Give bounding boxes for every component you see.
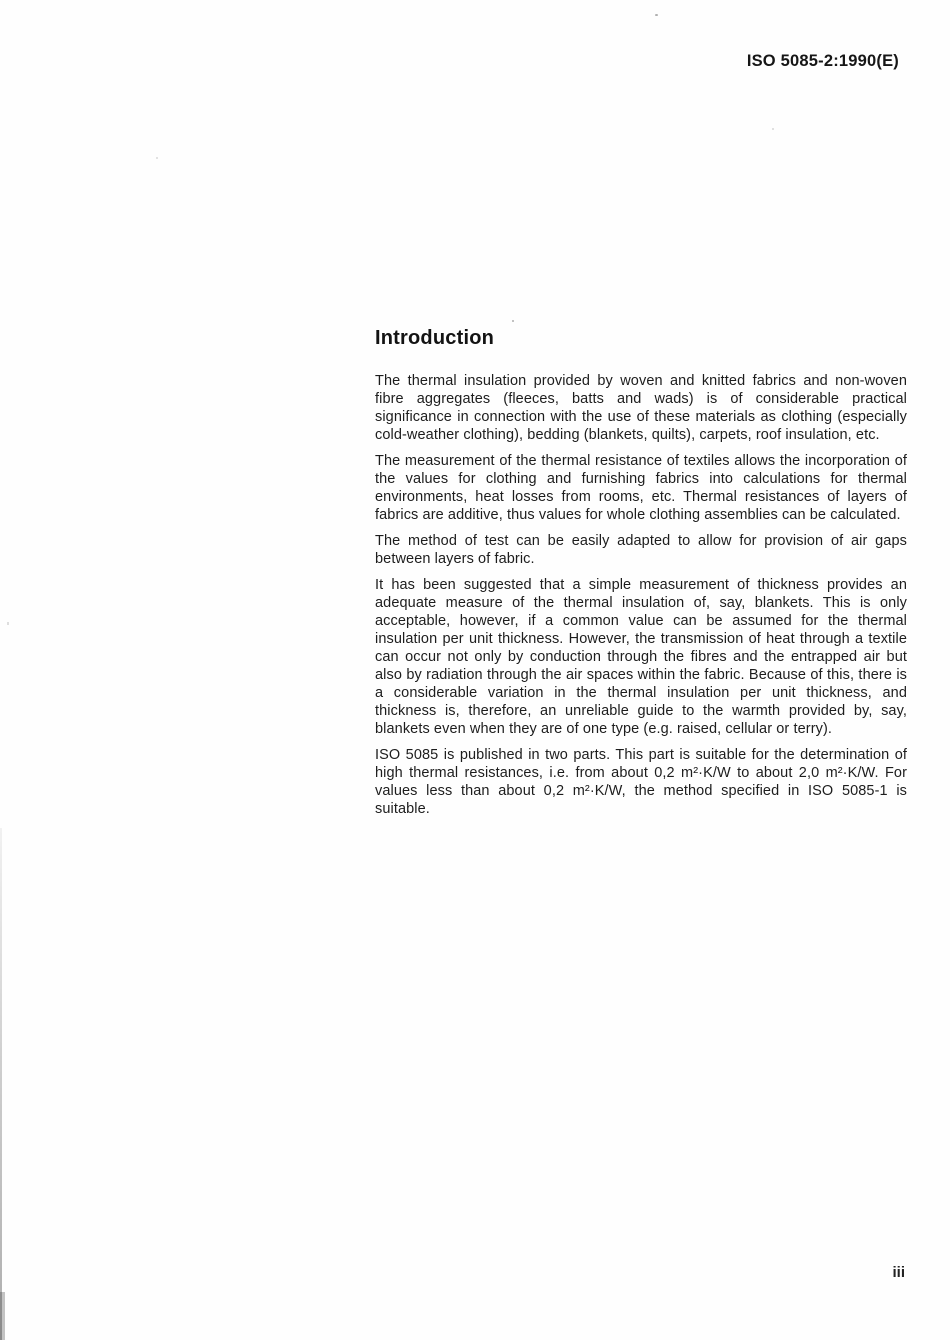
document-reference: ISO 5085-2:1990(E): [746, 52, 899, 70]
section-heading: Introduction: [375, 327, 495, 349]
scan-edge-artifact-bottom: [0, 1292, 5, 1340]
scan-edge-artifact: [0, 828, 2, 1340]
scan-speck: [156, 157, 158, 159]
intro-paragraph-5: ISO 5085 is published in two parts. This part is suitable for the determination of high thermal resistances, i.e. from about 0,2 m²·K/W to about 2,0 m²·K/W. For values less than about 0,2 m²·K/W, the method specified in ISO 5085-1 is suitable.: [375, 747, 907, 817]
intro-paragraph-1: The thermal insulation provided by woven and knitted fabrics and non-woven fibre aggregates (fleeces, batts and wads) is of considerable practical significance in connection with the use of these materials as clothing (especially cold-weather clothing), bedding (blankets, quilts), carpets, roof insulation, etc.: [375, 373, 907, 443]
intro-paragraph-4: It has been suggested that a simple measurement of thickness provides an adequate measure of the thermal insulation of, say, blankets. This is only acceptable, however, if a common value can be assumed for the thermal insulation per unit thickness. However, the transmission of heat through a textile can occur not only by conduction through the fibres and the entrapped air but also by radiation through the air spaces within the fabric. Because of this, there is a considerable variation in the thermal insulation per unit thickness, and thickness is, therefore, an unreliable guide to the warmth provided by, say, blankets even when they are of one type (e.g. raised, cellular or terry).: [375, 577, 907, 737]
page-number: iii: [892, 1264, 905, 1281]
scan-speck: [512, 320, 514, 322]
page-header: [747, 52, 899, 71]
intro-paragraph-2: The measurement of the thermal resistance of textiles allows the incorporation of the values for clothing and furnishing fabrics into calculations for thermal environments, heat losses from rooms, etc. Thermal resistances of layers of fabrics are additive, thus values for whole clothing assemblies can be calculated.: [375, 453, 907, 523]
scan-speck: [772, 128, 774, 130]
introduction-section: [375, 326, 907, 826]
intro-paragraph-3: The method of test can be easily adapted to allow for provision of air gaps between layers of fabric.: [375, 533, 907, 567]
scan-speck: [7, 622, 9, 625]
scan-speck: [655, 14, 658, 16]
